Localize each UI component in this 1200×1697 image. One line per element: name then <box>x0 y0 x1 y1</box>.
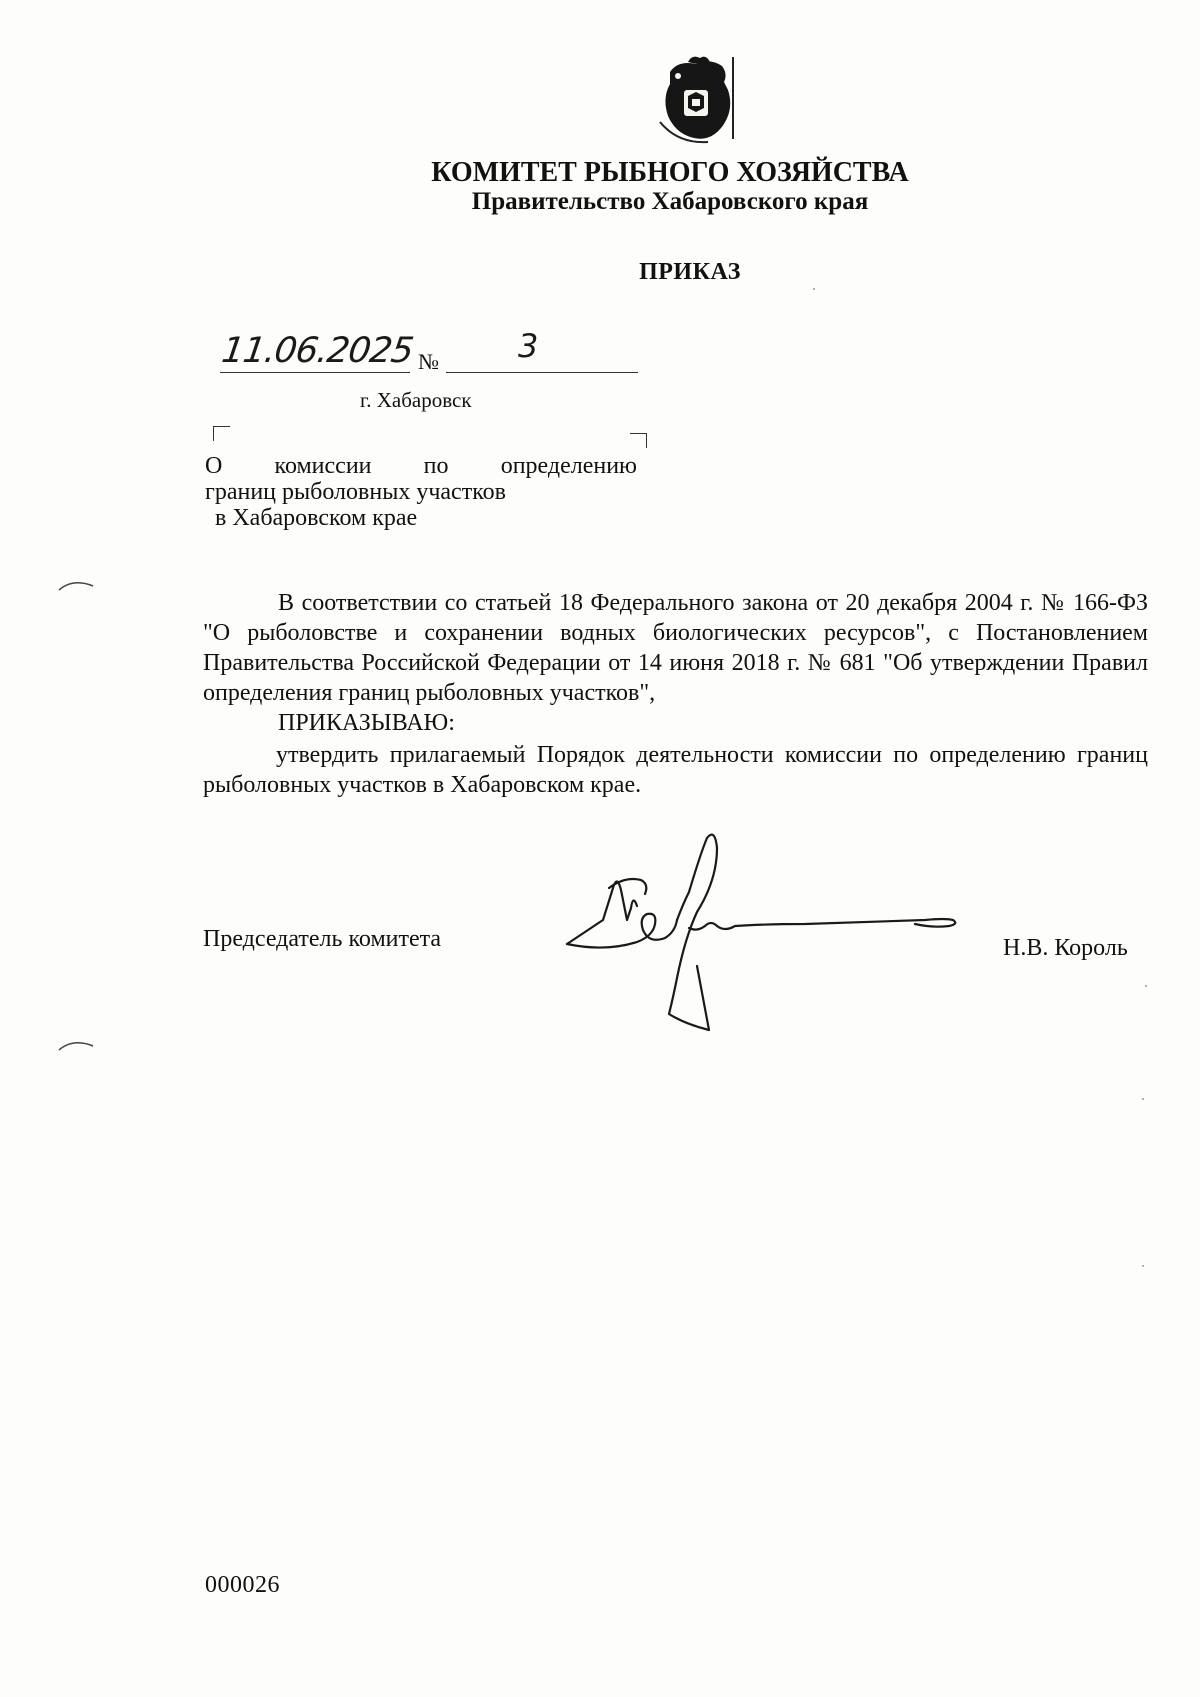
punch-mark-icon <box>57 1038 97 1052</box>
document-type: ПРИКАЗ <box>639 259 741 285</box>
speck <box>1142 1265 1144 1267</box>
emblem-divider <box>732 57 734 139</box>
date-underline <box>220 372 410 373</box>
document-subject <box>205 453 637 531</box>
punch-mark-icon <box>57 578 97 592</box>
speck <box>1145 985 1147 987</box>
handwritten-date: 11.06.2025 <box>219 331 416 371</box>
body-paragraph-2: утвердить прилагаемый Порядок деятельности комиссии по определению границ рыболовных участков в Хабаровском крае. <box>203 742 1148 798</box>
handwritten-signature-icon <box>565 828 975 1058</box>
body-paragraph-1 <box>203 588 1148 738</box>
signatory-position: Председатель комитета <box>203 926 442 952</box>
signatory-name: Н.В. Король <box>1003 935 1128 961</box>
subject-line-3: в Хабаровском крае <box>215 505 418 531</box>
preamble-text: В соответствии со статьей 18 Федерального закона от 20 декабря 2004 г. № 166-ФЗ "О рыболовстве и сохранении водных биологических ресурсов", с Постановлением Правительства Российской Федерации от 14 июня 2018 г. № 681 "Об утверждении Правил определения границ рыболовных участков", <box>203 590 1148 706</box>
number-underline <box>446 372 638 373</box>
city: г. Хабаровск <box>360 388 472 412</box>
government-name: Правительство Хабаровского края <box>471 188 869 215</box>
page-code: 000026 <box>205 1572 280 1598</box>
speck <box>813 288 815 290</box>
handwritten-number: 3 <box>518 327 539 365</box>
subject-line-2: границ рыболовных участков <box>205 479 506 505</box>
subject-corner-right <box>630 433 647 448</box>
organization-name: КОМИТЕТ РЫБНОГО ХОЗЯЙСТВА <box>431 157 909 188</box>
subject-line-1: О комиссии по определению <box>205 453 637 479</box>
speck <box>1142 1098 1144 1100</box>
number-label: № <box>418 349 439 374</box>
order-word: ПРИКАЗЫВАЮ: <box>278 710 455 736</box>
subject-corner-left <box>213 426 230 441</box>
